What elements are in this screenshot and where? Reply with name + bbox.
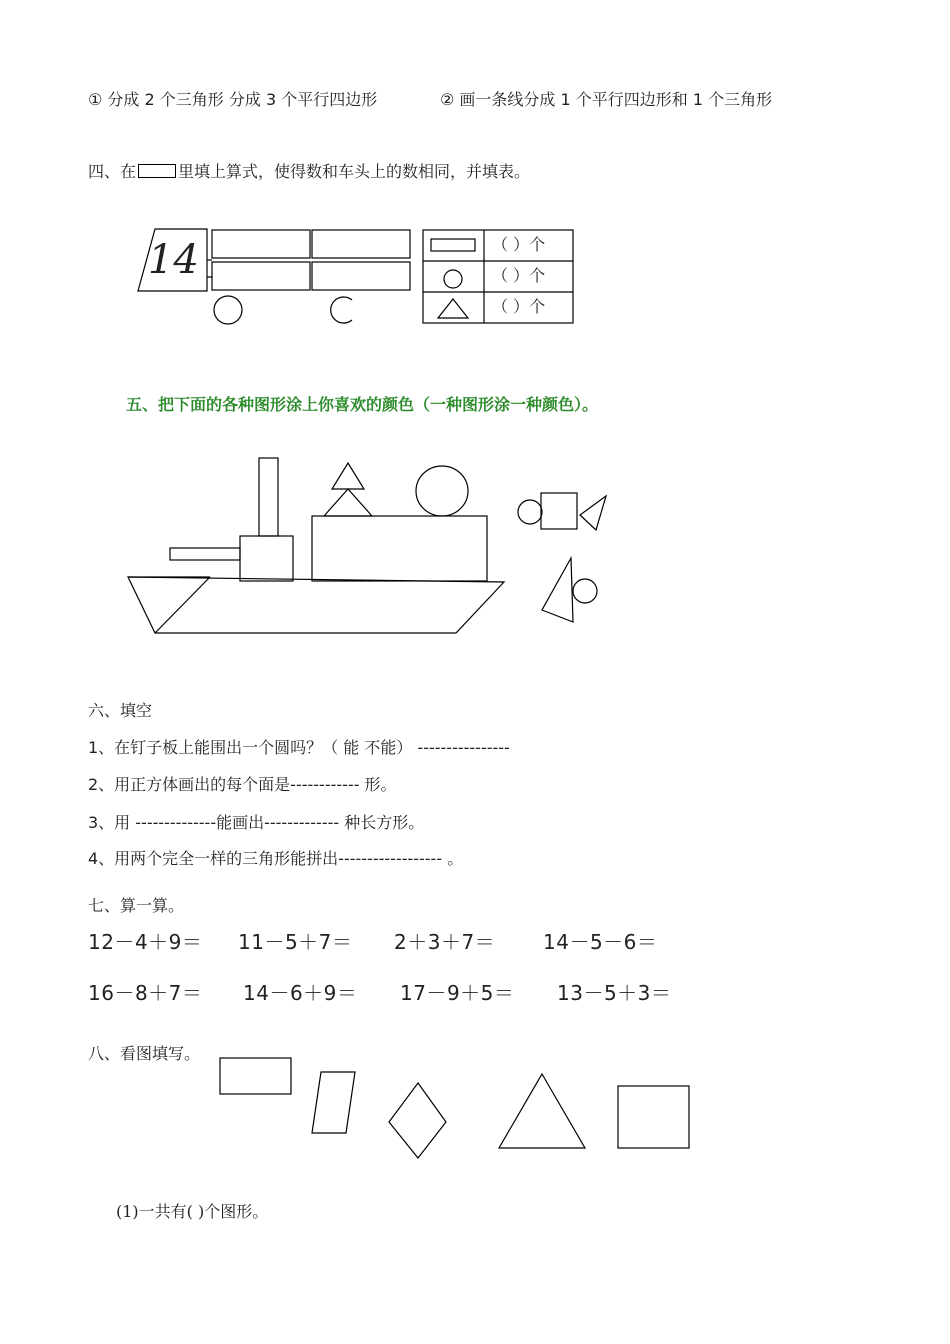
section6-title: 六、填空	[88, 701, 153, 720]
section8-title: 八、看图填写。	[88, 1044, 201, 1063]
section6-item-3: 3、用 --------------能画出------------- 种长方形。	[88, 813, 425, 832]
triangle-icon	[438, 299, 468, 318]
calc-r1-3: 2＋3＋7＝	[394, 930, 496, 954]
section6-item-1: 1、在钉子板上能围出一个圆吗？（ 能 不能） ----------------	[88, 738, 510, 757]
section6-item-4: 4、用两个完全一样的三角形能拼出------------------ 。	[88, 849, 464, 868]
calc-r2-4: 13－5＋3＝	[557, 981, 672, 1005]
ship-figure	[120, 450, 620, 640]
truck-box-top-left	[212, 230, 310, 258]
side-triangle-upper	[580, 496, 606, 530]
section8-q1: (1)一共有( )个图形。	[116, 1202, 269, 1221]
side-triangle-lower	[542, 558, 573, 622]
section5-title: 五、把下面的各种图形涂上你喜欢的颜色（一种图形涂一种颜色）。	[126, 395, 599, 414]
s8-diamond	[389, 1083, 446, 1158]
section6-item-2: 2、用正方体画出的每个面是------------ 形。	[88, 775, 397, 794]
ship-cabin	[240, 536, 293, 581]
line1-part-a: ① 分成 2 个三角形 分成 3 个平行四边形	[88, 90, 378, 109]
table-cell-rectangle-count: （ ）个	[492, 235, 546, 254]
section4-prefix: 四、在	[88, 162, 137, 181]
calc-r2-1: 16－8＋7＝	[88, 981, 203, 1005]
side-circle-upper	[518, 500, 542, 524]
line1-part-b: ② 画一条线分成 1 个平行四边形和 1 个三角形	[440, 90, 773, 109]
ship-oval	[416, 466, 468, 516]
calc-r1-2: 11－5＋7＝	[238, 930, 353, 954]
ship-barrel	[170, 548, 240, 560]
top-triangle	[332, 463, 364, 489]
section7-title: 七、算一算。	[88, 896, 185, 915]
truck-box-top-right	[312, 230, 410, 258]
s8-triangle	[499, 1074, 585, 1148]
s8-rectangle	[220, 1058, 291, 1094]
calc-r2-2: 14－6＋9＝	[243, 981, 358, 1005]
truck-wheel-back	[331, 297, 352, 323]
calc-r2-3: 17－9＋5＝	[400, 981, 515, 1005]
table-cell-triangle-count: （ ）个	[492, 297, 546, 316]
ship-chimney	[259, 458, 278, 536]
section4-suffix: 里填上算式，使得数和车头上的数相同，并填表。	[178, 162, 531, 181]
circle-icon	[444, 270, 462, 288]
truck-wheel-front	[214, 296, 242, 324]
section4-heading	[88, 162, 530, 182]
s8-square	[618, 1086, 689, 1148]
lower-triangle	[324, 489, 372, 516]
section8-shapes	[215, 1055, 695, 1165]
calc-r1-1: 12－4＋9＝	[88, 930, 203, 954]
s8-parallelogram	[312, 1072, 355, 1133]
truck-box-bottom-right	[312, 262, 410, 290]
blank-box-icon	[138, 164, 176, 178]
ship-body	[312, 516, 487, 581]
table-cell-circle-count: （ ）个	[492, 266, 546, 285]
truck-box-bottom-left	[212, 262, 310, 290]
rectangle-icon	[431, 239, 475, 251]
truck-number: 14	[148, 237, 199, 283]
side-circle-lower	[573, 579, 597, 603]
ship-hull	[128, 577, 504, 633]
calc-r1-4: 14－5－6＝	[543, 930, 658, 954]
side-square	[541, 493, 577, 529]
